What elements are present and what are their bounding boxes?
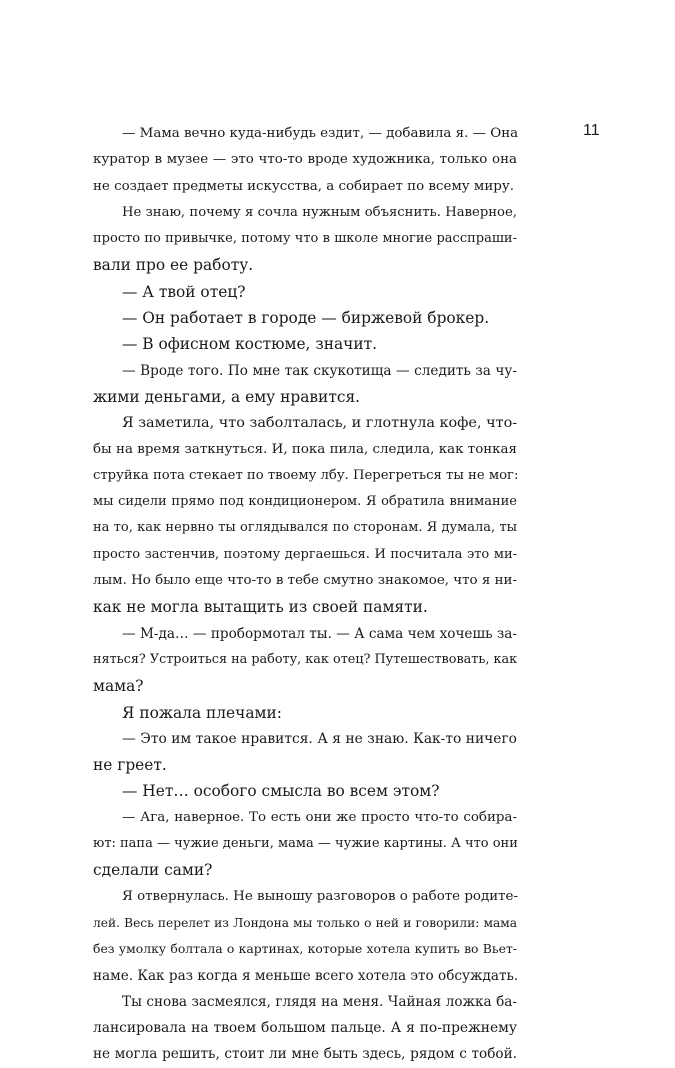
text-line: няться? Устроиться на работу, как отец? Путешествовать, как (93, 651, 518, 667)
text-line: — Вроде того. По мне так скукотища — следить за чу- (122, 362, 517, 379)
text-line: на то, как нервно ты оглядывался по сторонам. Я думала, ты (93, 520, 517, 536)
text-line: — Нет… особого смысла во всем этом? (122, 782, 440, 801)
text-line: жими деньгами, а ему нравится. (93, 387, 361, 406)
text-line: сделали сами? (93, 861, 213, 880)
text-line: Я заметила, что заболталась, и глотнула кофе, что- (122, 415, 518, 432)
text-line: Не знаю, почему я сочла нужным объяснить. Наверное, (122, 204, 517, 220)
body-text (93, 121, 517, 1068)
text-line: лым. Но было еще что-то в тебе смутно знакомое, что я ни- (93, 573, 517, 589)
text-line: ют: папа — чужие деньги, мама — чужие картины. А что они (93, 836, 518, 852)
text-line: наме. Как раз когда я меньше всего хотела это обсуждать. (93, 967, 519, 984)
text-line: — Ага, наверное. То есть они же просто что-то собира- (122, 809, 517, 825)
text-line: лей. Весь перелет из Лондона мы только о ней и говорили: мама (93, 915, 517, 930)
text-line: мы сидели прямо под кондиционером. Я обратила внимание (93, 494, 517, 510)
text-line: как не могла вытащить из своей памяти. (93, 598, 428, 617)
text-line: — Это им такое нравится. А я не знаю. Как-то ничего (122, 730, 517, 747)
text-line: струйка пота стекает по твоему лбу. Перегреться ты не мог: (93, 467, 519, 483)
text-line: не греет. (93, 756, 167, 775)
text-line: вали про ее работу. (93, 256, 254, 275)
text-line: — А твой отец? (122, 282, 246, 301)
text-line: Я отвернулась. Не выношу разговоров о работе родите- (122, 888, 519, 904)
text-line: не создает предметы искусства, а собирает по всему миру. (93, 178, 514, 194)
text-line: мама? (93, 677, 144, 696)
text-line: просто застенчив, поэтому дергаешься. И посчитала это ми- (93, 546, 517, 562)
text-line: — В офисном костюме, значит. (122, 335, 378, 354)
text-line: бы на время заткнуться. И, пока пила, следила, как тонкая (93, 441, 517, 457)
text-line: куратор в музее — это что-то вроде художника, только она (93, 152, 517, 168)
text-line: просто по привычке, потому что в школе многие расспраши- (93, 231, 517, 247)
page-number: 11 (583, 122, 600, 139)
text-line: — Мама вечно куда-нибудь ездит, — добавила я. — Она (122, 126, 519, 141)
text-line: без умолку болтала о картинах, которые хотела купить во Вьет- (93, 941, 517, 957)
text-line: лансировала на твоем большом пальце. А я по-прежнему (93, 1020, 517, 1037)
text-line: — М-да… — пробормотал ты. — А сама чем хочешь за- (122, 625, 517, 642)
text-line: не могла решить, стоит ли мне быть здесь, рядом с тобой. (93, 1046, 517, 1063)
text-line: Я пожала плечами: (122, 703, 282, 722)
text-line: — Он работает в городе — биржевой брокер. (122, 309, 490, 328)
text-line: Ты снова засмеялся, глядя на меня. Чайная ложка ба- (122, 993, 517, 1010)
